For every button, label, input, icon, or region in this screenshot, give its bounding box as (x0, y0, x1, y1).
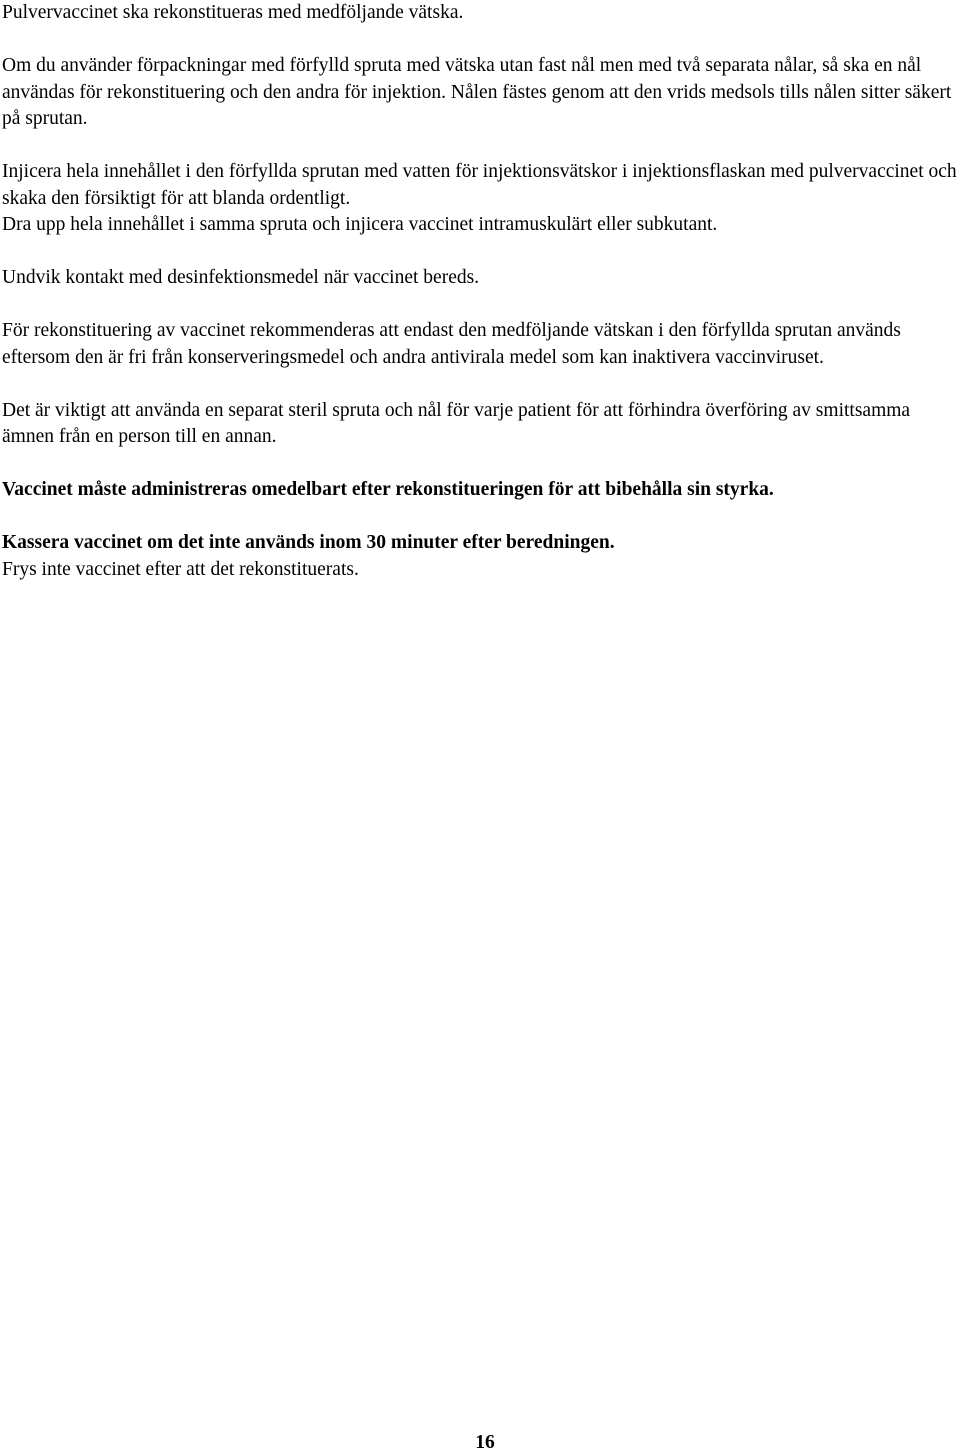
paragraph-draw-up: Dra upp hela innehållet i samma spruta och injicera vaccinet intramuskulärt eller subkutant. (2, 214, 718, 235)
paragraph-do-not-freeze: Frys inte vaccinet efter att det rekonstituerats. (2, 558, 359, 580)
paragraph-recommended-diluent: För rekonstituering av vaccinet rekommenderas att endast den medföljande vätskan i den förfyllda sprutan används eftersom den är fri från konserveringsmedel och andra antivirala medel som kan inaktivera vaccinviruset. (2, 320, 901, 368)
page-number: 16 (475, 1432, 495, 1453)
paragraph-inject-contents: Injicera hela innehållet i den förfyllda sprutan med vatten för injektionsvätskor i injektionsflaskan med pulvervaccinet och skaka den försiktigt för att blanda ordentligt. (2, 161, 957, 209)
paragraph-separate-needles: Om du använder förpackningar med förfylld spruta med vätska utan fast nål men med två separata nålar, så ska en nål användas för rekonstituering och den andra för injektion. Nålen fästes genom att den vrids medsols tills nålen sitter säkert på sprutan. (2, 55, 952, 129)
paragraph-reconstitution-intro: Pulvervaccinet ska rekonstitueras med medföljande vätska. (2, 2, 464, 23)
document-body (2, 0, 958, 583)
paragraph-discard-warning: Kassera vaccinet om det inte används inom 30 minuter efter beredningen. (2, 532, 615, 553)
paragraph-avoid-disinfectant: Undvik kontakt med desinfektionsmedel när vaccinet bereds. (2, 267, 480, 288)
paragraph-separate-syringe: Det är viktigt att använda en separat steril spruta och nål för varje patient för att förhindra överföring av smittsamma ämnen från en person till en annan. (2, 399, 911, 447)
paragraph-administer-immediately: Vaccinet måste administreras omedelbart efter rekonstitueringen för att bibehålla sin styrka. (2, 479, 774, 500)
